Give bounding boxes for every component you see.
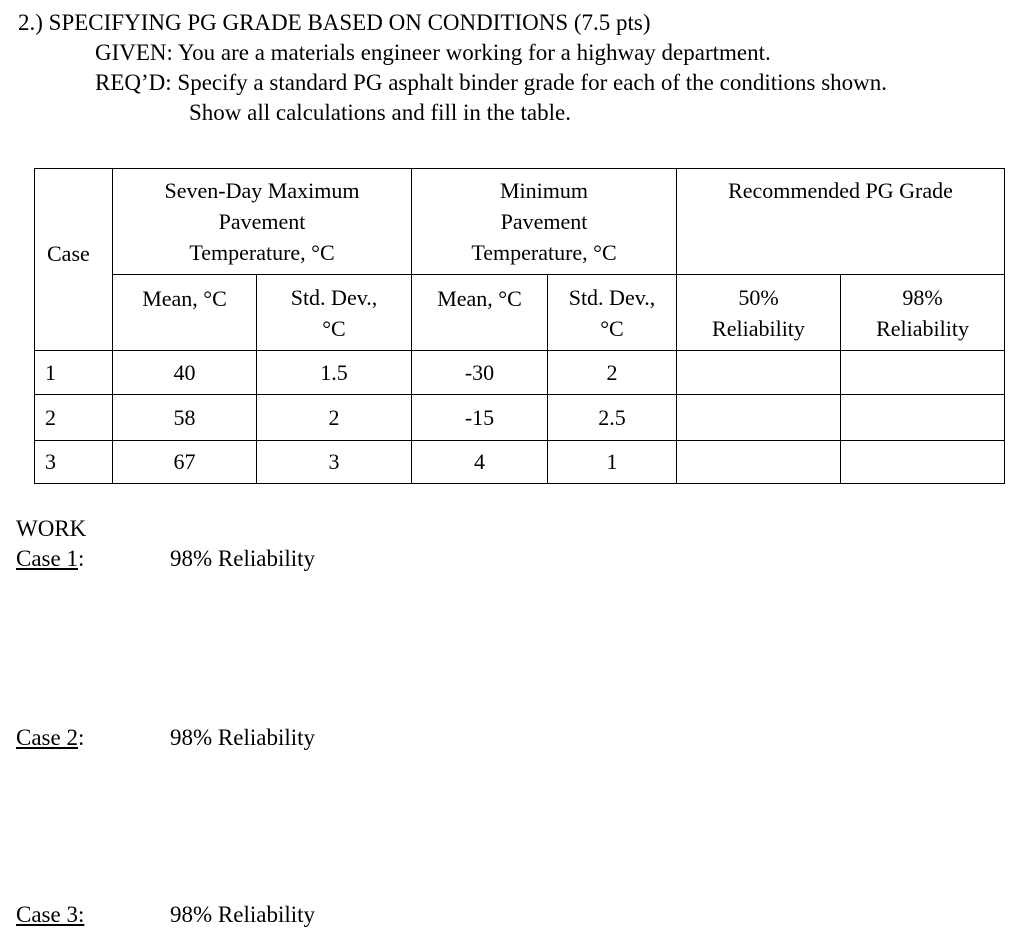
subheader-max-std: Std. Dev., °C: [257, 275, 412, 351]
subheader-min-std: Std. Dev., °C: [548, 275, 677, 351]
max-std-cell: 2: [257, 395, 412, 441]
pg50-answer-cell[interactable]: [677, 351, 841, 395]
max-std-cell: 1.5: [257, 351, 412, 395]
case-cell: 3: [35, 441, 113, 484]
subheader-pg-50: 50% Reliability: [677, 275, 841, 351]
min-std-cell: 2.5: [548, 395, 677, 441]
case-3-label-group: Case 3:: [16, 902, 85, 927]
required-statement: REQ’D: Specify a standard PG asphalt binder grade for each of the conditions shown.: [95, 70, 888, 95]
min-mean-cell: -15: [412, 395, 548, 441]
work-heading: WORK: [16, 516, 87, 541]
subheader-pg-98: 98% Reliability: [841, 275, 1005, 351]
min-mean-cell: -30: [412, 351, 548, 395]
case-cell: 1: [35, 351, 113, 395]
given-statement: GIVEN: You are a materials engineer working for a highway department.: [95, 40, 771, 65]
subheader-max-mean: Mean, °C: [113, 275, 257, 351]
min-mean-cell: 4: [412, 441, 548, 484]
header-max-temp: Seven-Day Maximum Pavement Temperature, °C: [113, 169, 412, 275]
max-mean-cell: 67: [113, 441, 257, 484]
case-1-label-group: Case 1:: [16, 546, 85, 571]
max-mean-cell: 40: [113, 351, 257, 395]
max-mean-cell: 58: [113, 395, 257, 441]
subheader-min-mean: Mean, °C: [412, 275, 548, 351]
pg98-answer-cell[interactable]: [841, 351, 1005, 395]
min-std-cell: 2: [548, 351, 677, 395]
problem-title: 2.) SPECIFYING PG GRADE BASED ON CONDITIONS (7.5 pts): [18, 10, 651, 35]
min-std-cell: 1: [548, 441, 677, 484]
pg50-answer-cell[interactable]: [677, 441, 841, 484]
header-min-temp: Minimum Pavement Temperature, °C: [412, 169, 677, 275]
case-2-label-group: Case 2:: [16, 725, 85, 750]
pg98-answer-cell[interactable]: [841, 441, 1005, 484]
table-row: [35, 395, 1005, 441]
pg98-answer-cell[interactable]: [841, 395, 1005, 441]
case-2-reliability: 98% Reliability: [170, 725, 316, 750]
header-case: Case: [35, 169, 113, 351]
table-row: [35, 441, 1005, 484]
max-std-cell: 3: [257, 441, 412, 484]
header-recommended-pg: Recommended PG Grade: [677, 169, 1005, 275]
case-cell: 2: [35, 395, 113, 441]
table-row: [35, 351, 1005, 395]
case-3-reliability: 98% Reliability: [170, 902, 316, 927]
case-3-label: Case 3: [16, 902, 78, 927]
required-statement-continued: Show all calculations and fill in the table.: [189, 100, 571, 125]
case-1-reliability: 98% Reliability: [170, 546, 316, 571]
pg-grade-table: [34, 168, 1005, 484]
case-2-label: Case 2: [16, 725, 78, 750]
case-1-label: Case 1: [16, 546, 78, 571]
pg50-answer-cell[interactable]: [677, 395, 841, 441]
